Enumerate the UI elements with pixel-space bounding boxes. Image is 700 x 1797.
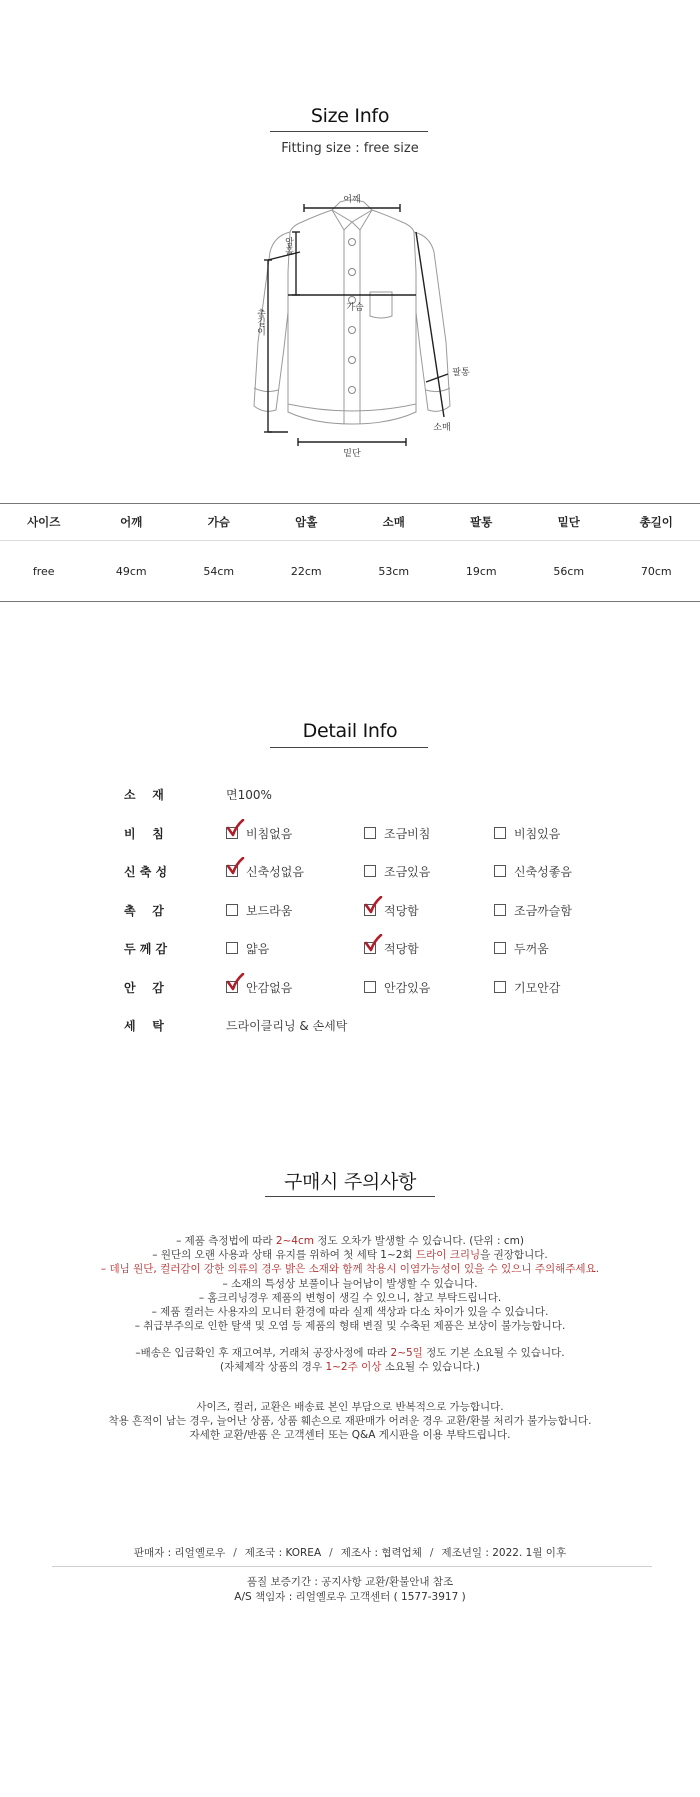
notice-line: 사이즈, 컬러, 교환은 배송료 본인 부담으로 반복적으로 가능합니다. bbox=[196, 1401, 504, 1413]
option-label: 비침있음 bbox=[514, 826, 561, 841]
option-label: 조금있음 bbox=[384, 865, 431, 879]
option-label: 신축성좋음 bbox=[514, 865, 572, 879]
notice-text: – 홈크리닝경우 제품의 변형이 생길 수 있으니, 참고 부탁드립니다. bbox=[198, 1291, 502, 1304]
table-cell: 53cm bbox=[378, 564, 410, 578]
notice-line: 자세한 교환/반품 은 고객센터 또는 Q&A 게시판을 이용 부탁드립니다. bbox=[189, 1429, 511, 1442]
detail-row bbox=[110, 817, 610, 856]
footer-country: 제조국 : KOREA bbox=[244, 1547, 322, 1559]
notice-highlight: 1~2주 이상 bbox=[325, 1361, 382, 1374]
size-info-title: Size Info bbox=[310, 105, 390, 127]
checkmark-icon bbox=[363, 934, 383, 954]
notice-highlight: 2~4cm bbox=[275, 1235, 314, 1247]
notice-text: 소요될 수 있습니다.) bbox=[381, 1361, 480, 1374]
notice-line bbox=[0, 1346, 700, 1360]
detail-value: 드라이클리닝 & 손세탁 bbox=[226, 1019, 348, 1033]
notice-text: 정도 기본 소요될 수 있습니다. bbox=[422, 1347, 565, 1359]
option-label: 얇음 bbox=[246, 942, 270, 956]
table-row bbox=[0, 541, 700, 601]
detail-label: 세 탁 bbox=[124, 1019, 164, 1033]
notice-text: 을 권장합니다. bbox=[480, 1249, 548, 1262]
notice-block-delivery bbox=[0, 1346, 700, 1374]
header-cell: 팔통 bbox=[470, 515, 493, 529]
option-label: 안감없음 bbox=[246, 980, 293, 995]
label-armhole: 암홀 bbox=[283, 237, 293, 255]
table-cell: 19cm bbox=[465, 564, 497, 578]
size-table bbox=[0, 503, 700, 602]
notice-line bbox=[0, 1248, 700, 1262]
notice-title: 구매시 주의사항 bbox=[283, 1171, 417, 1193]
label-sleeve-length: 소매 bbox=[433, 423, 451, 433]
option-label: 조금비침 bbox=[384, 826, 431, 841]
option-label: 보드라움 bbox=[246, 903, 293, 918]
footer-manufacturer-info bbox=[0, 1545, 700, 1560]
notice-highlight: – 데님 원단, 컬러감이 강한 의류의 경우 밝은 소재와 함께 착용시 이염가능성이 있을 수 있으니 주의해주세요. bbox=[100, 1263, 600, 1276]
table-cell: 56cm bbox=[553, 564, 585, 578]
notice-text: – 제품 컬러는 사용자의 모니터 환경에 따라 실제 색상과 다소 차이가 있을 수 있습니다. bbox=[151, 1306, 549, 1319]
detail-label: 촉 감 bbox=[124, 903, 164, 918]
notice-line bbox=[0, 1360, 700, 1374]
detail-info-table bbox=[110, 778, 610, 1048]
label-shoulder: 어깨 bbox=[343, 195, 361, 205]
checkmark-icon bbox=[225, 857, 245, 877]
footer-separator: / bbox=[233, 1547, 237, 1559]
detail-row bbox=[110, 1009, 610, 1048]
footer-divider bbox=[52, 1566, 652, 1567]
checkbox bbox=[364, 827, 376, 839]
checkbox bbox=[494, 904, 506, 916]
notice-text: –배송은 입금확인 후 재고여부, 거래처 공장사정에 따라 bbox=[135, 1347, 391, 1359]
footer-date: 제조년일 : 2022. 1월 이후 bbox=[441, 1547, 567, 1559]
table-cell: 54cm bbox=[203, 564, 235, 578]
shirt-illustration bbox=[240, 192, 470, 462]
detail-label: 비 침 bbox=[124, 826, 164, 841]
notice-line bbox=[0, 1319, 700, 1333]
header-cell: 사이즈 bbox=[27, 515, 61, 529]
notice-line bbox=[0, 1234, 700, 1248]
footer-seller: 판매자 : 리얼옐로우 bbox=[133, 1547, 226, 1559]
option-label: 신축성없음 bbox=[246, 865, 304, 879]
header-cell: 소매 bbox=[382, 515, 405, 529]
option-label: 비침없음 bbox=[246, 826, 293, 841]
notice-line bbox=[0, 1305, 700, 1319]
option-label: 적당함 bbox=[384, 942, 419, 956]
notice-text: – 소재의 특성상 보풀이나 늘어남이 발생할 수 있습니다. bbox=[222, 1277, 478, 1290]
notice-block-exchange bbox=[0, 1400, 700, 1443]
checkmark-icon bbox=[225, 819, 245, 839]
header-cell: 총길이 bbox=[639, 515, 673, 529]
checkmark-icon bbox=[225, 973, 245, 993]
detail-info-underline bbox=[270, 747, 428, 748]
checkbox bbox=[494, 981, 506, 993]
option-label: 기모안감 bbox=[514, 980, 561, 995]
notice-text: – 제품 측정법에 따라 bbox=[176, 1235, 276, 1247]
checkbox bbox=[364, 865, 376, 877]
size-info-underline bbox=[270, 131, 428, 132]
footer-separator: / bbox=[429, 1547, 434, 1559]
notice-highlight: 드라이 크리닝 bbox=[415, 1249, 481, 1262]
footer-warranty: 품질 보증기간 : 공지사항 교환/환불안내 참조 bbox=[246, 1576, 454, 1588]
fitting-size-text: Fitting size : free size bbox=[281, 141, 419, 156]
detail-row bbox=[110, 894, 610, 933]
header-cell: 암홀 bbox=[295, 515, 318, 529]
table-cell: free bbox=[32, 564, 55, 578]
notice-text: – 원단의 오랜 사용과 상태 유지를 위하여 첫 세탁 1~2회 bbox=[152, 1249, 416, 1262]
footer-warranty-info bbox=[0, 1575, 700, 1604]
notice-line bbox=[0, 1262, 700, 1276]
detail-label: 두 께 감 bbox=[124, 942, 168, 956]
footer-as-contact: A/S 책임자 : 리얼옐로우 고객센터 ( 1577-3917 ) bbox=[234, 1590, 466, 1603]
detail-value: 면100% bbox=[226, 788, 272, 802]
notice-line bbox=[0, 1277, 700, 1291]
checkbox bbox=[494, 865, 506, 877]
detail-label: 신 축 성 bbox=[124, 865, 168, 879]
table-cell: 70cm bbox=[640, 564, 672, 578]
option-label: 두꺼움 bbox=[514, 942, 549, 956]
notice-block-product bbox=[0, 1234, 700, 1333]
table-cell: 49cm bbox=[115, 564, 147, 578]
checkmark-icon bbox=[363, 896, 383, 916]
checkbox bbox=[226, 904, 238, 916]
notice-underline bbox=[265, 1196, 435, 1197]
notice-line: 착용 흔적이 남는 경우, 늘어난 상품, 상품 훼손으로 재판매가 어려운 경우 교환/환불 처리가 불가능합니다. bbox=[108, 1415, 592, 1428]
checkbox bbox=[226, 942, 238, 954]
notice-text: – 취급부주의로 인한 탈색 및 오염 등 제품의 형태 변질 및 수축된 제품은 보상이 불가능합니다. bbox=[134, 1320, 566, 1333]
notice-line bbox=[0, 1291, 700, 1305]
option-label: 안감있음 bbox=[384, 980, 431, 995]
label-total-length: 총길이 bbox=[255, 308, 265, 336]
header-cell: 밑단 bbox=[557, 515, 580, 529]
label-hem: 밑단 bbox=[343, 449, 361, 459]
option-label: 적당함 bbox=[384, 903, 419, 918]
header-cell: 가슴 bbox=[207, 515, 230, 529]
detail-label: 소 재 bbox=[124, 788, 164, 802]
detail-row bbox=[110, 855, 610, 894]
detail-info-title: Detail Info bbox=[302, 720, 398, 742]
detail-row bbox=[110, 971, 610, 1010]
size-table-header bbox=[0, 504, 700, 541]
footer-separator: / bbox=[329, 1547, 333, 1559]
checkbox bbox=[494, 827, 506, 839]
footer-maker: 제조사 : 협력업체 bbox=[340, 1547, 422, 1559]
header-cell: 어깨 bbox=[120, 515, 143, 529]
checkbox bbox=[494, 942, 506, 954]
checkbox bbox=[364, 981, 376, 993]
detail-row bbox=[110, 932, 610, 971]
detail-row bbox=[110, 778, 610, 817]
label-chest: 가슴 bbox=[346, 303, 364, 313]
option-label: 조금까슬함 bbox=[514, 903, 572, 918]
table-cell: 22cm bbox=[290, 564, 322, 578]
notice-text: (자체제작 상품의 경우 bbox=[220, 1361, 326, 1374]
notice-highlight: 2~5일 bbox=[390, 1347, 423, 1359]
shirt-size-diagram bbox=[240, 192, 470, 462]
detail-label: 안 감 bbox=[124, 980, 164, 995]
label-sleeve-width: 팔통 bbox=[452, 368, 470, 378]
notice-text: 정도 오차가 발생할 수 있습니다. (단위 : cm) bbox=[314, 1235, 524, 1247]
